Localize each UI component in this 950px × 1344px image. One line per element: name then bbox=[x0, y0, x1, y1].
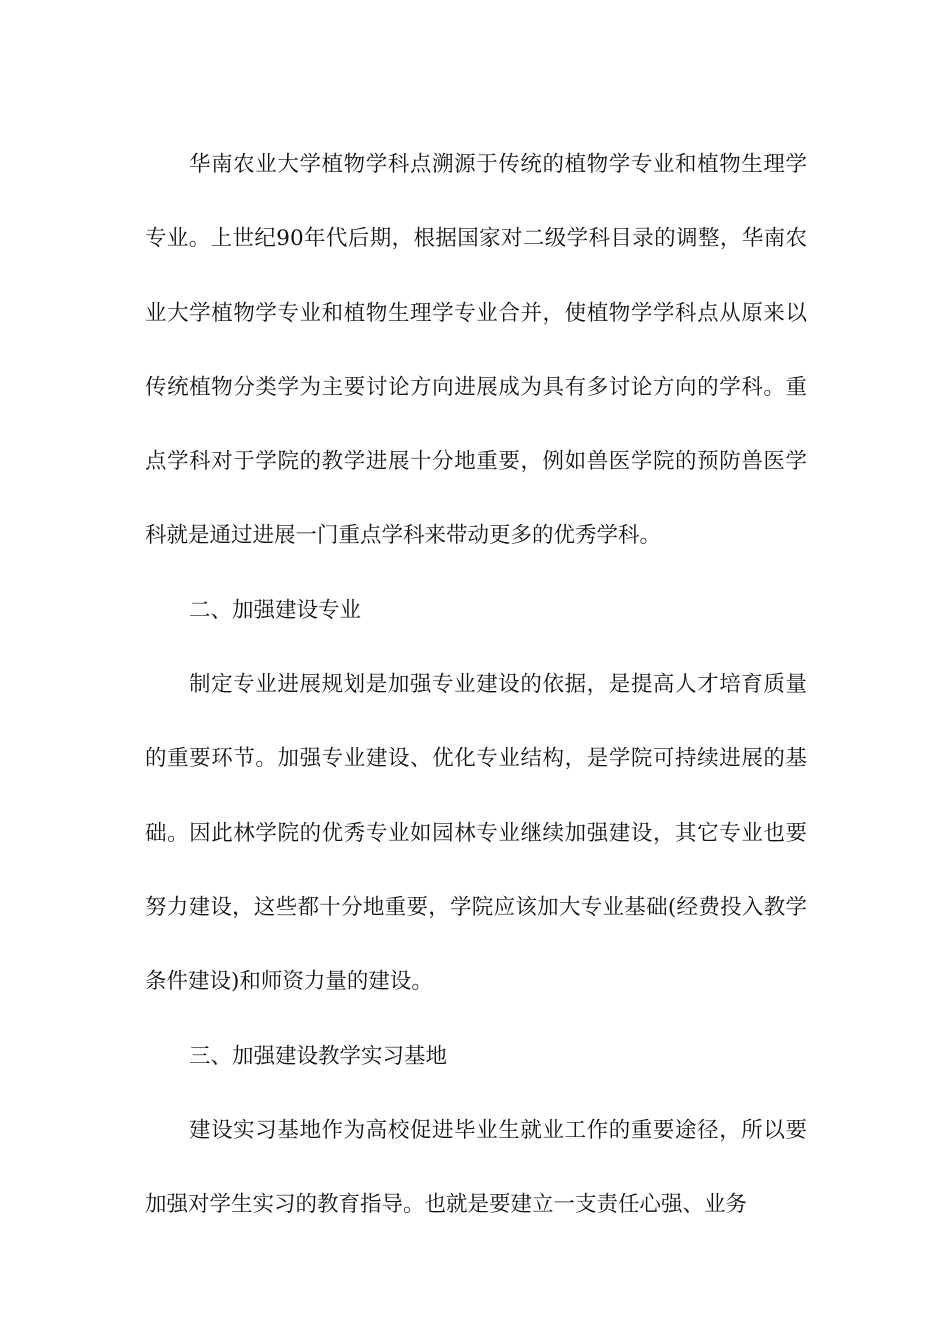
section-heading-internship-base: 三、加强建设教学实习基地 bbox=[189, 1043, 448, 1069]
paragraph-internship-base: 建设实习基地作为高校促进毕业生就业工作的重要途径，所以要加强对学生实习的教育指导。也就是要建立一支责任心强、业务 bbox=[145, 1117, 807, 1218]
paragraph-plant-science-history: 华南农业大学植物学科点溯源于传统的植物学专业和植物生理学专业。上世纪90年代后期，根据国家对二级学科目录的调整，华南农业大学植物学专业和植物生理学专业合并，使植物学学科点从原来以传统植物分类学为主要讨论方向进展成为具有多讨论方向的学科。重点学科对于学院的教学进展十分地重要，例如兽医学院的预防兽医学科就是通过进展一门重点学科来带动更多的优秀学科。 bbox=[145, 152, 807, 549]
document-body bbox=[145, 128, 807, 1242]
section-heading-major-construction: 二、加强建设专业 bbox=[189, 597, 362, 623]
paragraph-major-planning: 制定专业进展规划是加强专业建设的依据，是提高人才培育质量的重要环节。加强专业建设、优化专业结构，是学院可持续进展的基础。因此林学院的优秀专业如园林专业继续加强建设，其它专业也要努力建设，这些都十分地重要，学院应该加大专业基础(经费投入教学条件建设)和师资力量的建设。 bbox=[145, 672, 807, 995]
